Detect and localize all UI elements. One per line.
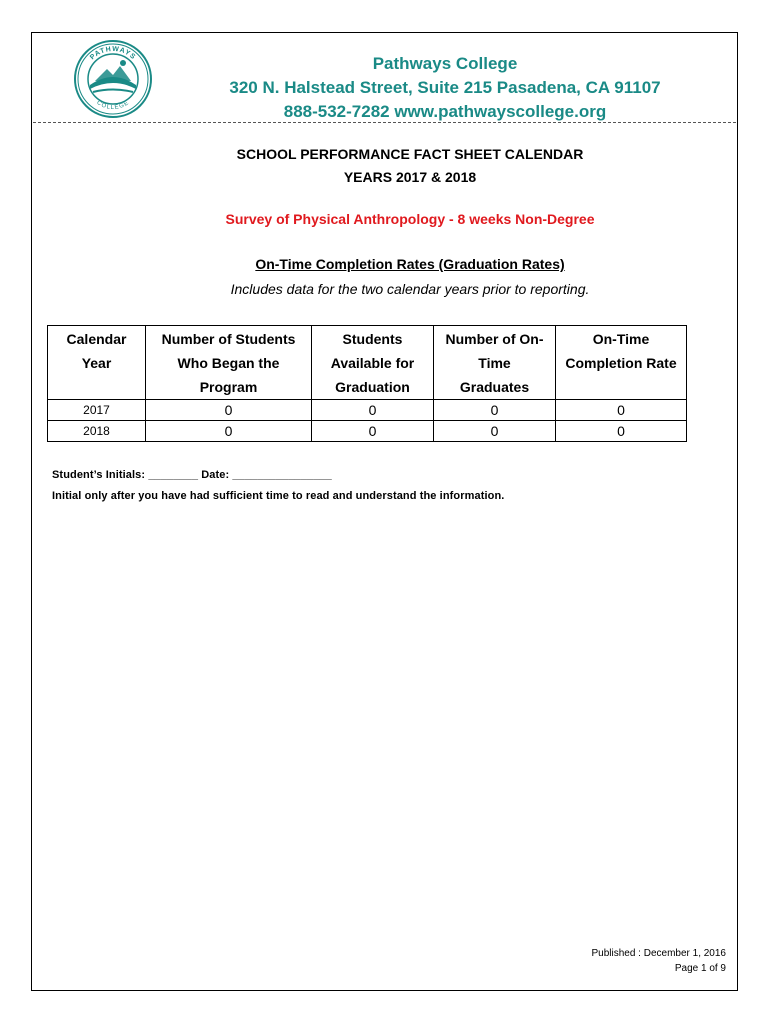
college-header — [180, 52, 710, 124]
table-row — [48, 421, 687, 442]
cell-year: 2018 — [48, 421, 146, 442]
cell-students-began: 0 — [146, 400, 312, 421]
header-on-time-graduates: Number of On- Time Graduates — [434, 326, 556, 400]
cell-on-time-graduates: 0 — [434, 400, 556, 421]
header-students-began: Number of Students Who Began the Program — [146, 326, 312, 400]
cell-students-available: 0 — [312, 400, 434, 421]
initials-instruction: Initial only after you have had sufficient time to read and understand the information. — [52, 490, 505, 502]
table-row — [48, 400, 687, 421]
cell-completion-rate: 0 — [556, 400, 687, 421]
header-calendar-year: Calendar Year — [48, 326, 146, 400]
published-date: Published : December 1, 2016 — [591, 948, 726, 959]
cell-students-began: 0 — [146, 421, 312, 442]
svg-text:PATHWAYS: PATHWAYS — [89, 45, 137, 62]
completion-rates-table — [47, 325, 687, 442]
initials-line[interactable]: Student’s Initials: ________ Date: ________________ — [52, 469, 332, 481]
cell-completion-rate: 0 — [556, 421, 687, 442]
header-divider — [33, 122, 736, 123]
page-number: Page 1 of 9 — [674, 963, 726, 974]
college-name: Pathways College — [372, 54, 518, 73]
college-address: 320 N. Halstead Street, Suite 215 Pasadena, CA 91107 — [229, 78, 661, 97]
header-students-available: Students Available for Graduation — [312, 326, 434, 400]
header-completion-rate: On-Time Completion Rate — [556, 326, 687, 400]
document-title — [150, 143, 670, 189]
section-title — [150, 256, 670, 272]
section-subtitle: Includes data for the two calendar years prior to reporting. — [230, 281, 590, 297]
cell-year: 2017 — [48, 400, 146, 421]
cell-on-time-graduates: 0 — [434, 421, 556, 442]
cell-students-available: 0 — [312, 421, 434, 442]
college-seal-icon — [73, 39, 153, 119]
table-header-row — [48, 326, 687, 400]
program-name: Survey of Physical Anthropology - 8 weeks Non-Degree — [225, 211, 595, 227]
college-contact[interactable]: 888-532-7282 www.pathwayscollege.org — [283, 102, 607, 121]
svg-text:COLLEGE: COLLEGE — [95, 99, 131, 112]
section-title-text: On-Time Completion Rates (Graduation Rates) — [255, 256, 565, 272]
title-line-1: SCHOOL PERFORMANCE FACT SHEET CALENDAR — [236, 146, 584, 162]
published-info — [591, 946, 726, 976]
initials-block — [52, 465, 504, 507]
title-line-2: YEARS 2017 & 2018 — [343, 169, 477, 185]
